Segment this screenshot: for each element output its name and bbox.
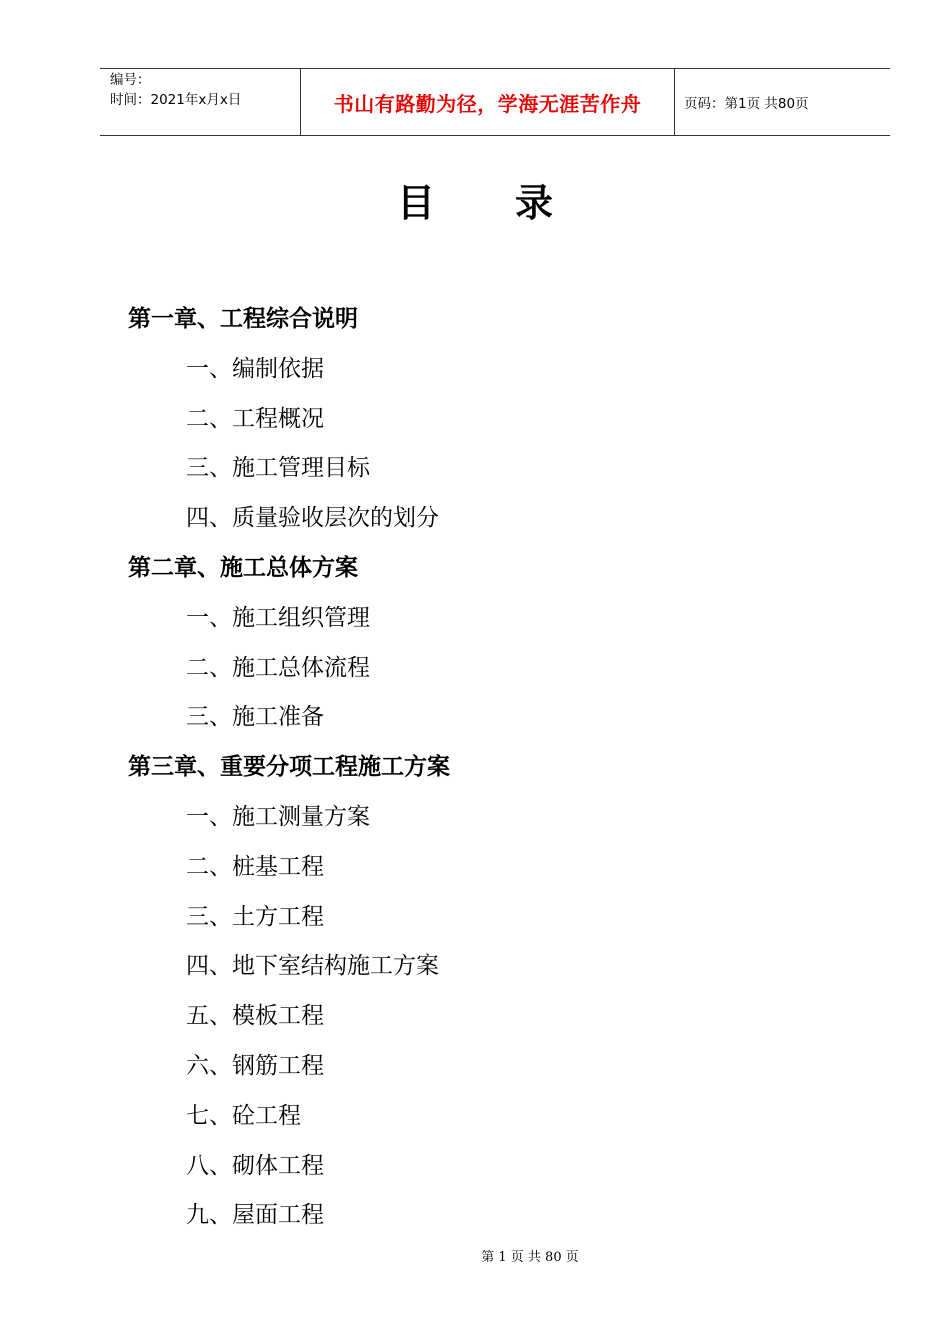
toc-section-item: 二、施工总体流程 (186, 654, 370, 681)
toc-section-item: 三、施工准备 (186, 704, 324, 731)
toc-section-item: 三、土方工程 (186, 903, 324, 930)
toc-section-item: 四、质量验收层次的划分 (186, 505, 439, 532)
toc-section-item: 六、钢筋工程 (186, 1053, 324, 1079)
document-date-label: 时间：2021年x月x日 (110, 92, 242, 108)
toc-section-item: 五、模板工程 (186, 1003, 324, 1030)
toc-section-item: 一、编制依据 (186, 355, 324, 382)
toc-chapter-heading: 第三章、重要分项工程施工方案 (128, 754, 450, 781)
toc-section-item: 七、砼工程 (186, 1102, 301, 1129)
toc-section-item: 三、施工管理目标 (186, 455, 370, 482)
document-number-label: 编号： (110, 72, 151, 88)
toc-section-item: 九、屋面工程 (186, 1202, 324, 1229)
header-slogan: 书山有路勤为径，学海无涯苦作舟 (301, 69, 675, 135)
toc-chapter-heading: 第二章、施工总体方案 (128, 555, 358, 581)
toc-section-item: 八、砌体工程 (186, 1152, 324, 1179)
toc-section-item: 四、地下室结构施工方案 (186, 953, 439, 980)
toc-section-item: 一、施工测量方案 (186, 804, 370, 830)
toc-section-item: 二、工程概况 (186, 405, 324, 432)
header-page-number: 页码：第1页 共80页 (684, 96, 809, 112)
page-footer: 第 1 页 共 80 页 (481, 1250, 579, 1265)
toc-chapter-heading: 第一章、工程综合说明 (128, 306, 358, 332)
page-header (100, 68, 890, 136)
header-meta-cell (100, 69, 301, 135)
toc-section-item: 二、桩基工程 (186, 853, 324, 880)
toc-section-item: 一、施工组织管理 (186, 604, 370, 631)
page-title: 目录 (396, 181, 633, 225)
